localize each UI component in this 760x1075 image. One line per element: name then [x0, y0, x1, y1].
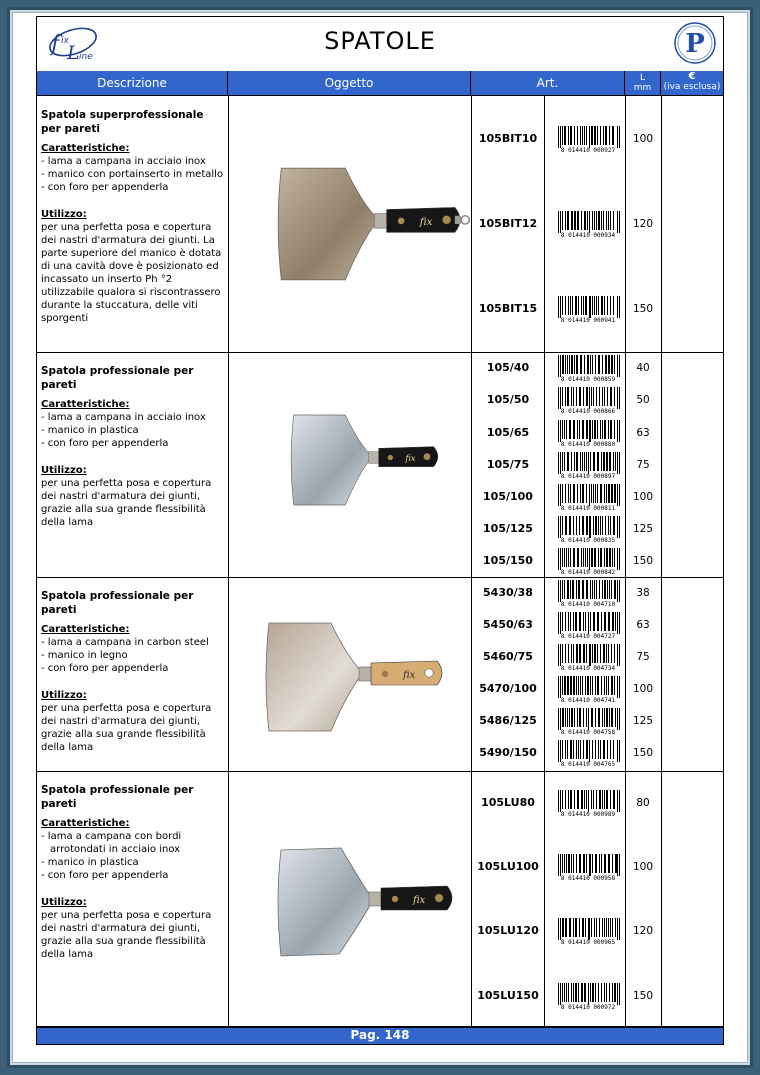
svg-text:f: f — [51, 32, 60, 57]
length-value: 100 — [632, 683, 654, 695]
feature-item: - lama a campana con bordi arrotondati in acciaio inox — [41, 830, 225, 856]
feature-item: - con foro per appenderla — [41, 869, 225, 882]
barcode-digits: 8 014410 000859 — [560, 376, 616, 382]
barcode-digits: 8 014410 000897 — [560, 473, 616, 479]
page-footer: Pag. 148 — [37, 1026, 723, 1044]
length-value: 100 — [632, 861, 654, 873]
article-code: 105/150 — [483, 554, 533, 567]
svg-text:L: L — [67, 42, 80, 63]
col-l: L mm — [625, 71, 661, 95]
article-code: 105/40 — [486, 361, 530, 374]
article-row — [471, 514, 723, 544]
barcode-icon — [553, 917, 623, 945]
barcode-icon — [553, 295, 623, 323]
product-title: Spatola professionale per pareti — [41, 590, 194, 616]
barcode-digits: 8 014410 004710 — [560, 601, 616, 607]
barcode-icon — [553, 675, 623, 703]
spatula-blade — [278, 168, 378, 280]
use-label: Utilizzo: — [41, 465, 87, 476]
article-row — [471, 981, 723, 1011]
product-description — [41, 364, 225, 529]
article-code: 105/65 — [486, 426, 530, 439]
features-label: Caratteristiche: — [41, 624, 130, 635]
feature-item: - con foro per appenderla — [41, 662, 225, 675]
spatula-blade — [266, 623, 363, 731]
article-row — [471, 706, 723, 736]
length-value: 150 — [632, 747, 654, 759]
barcode-icon — [553, 611, 623, 639]
product-section — [37, 96, 723, 353]
column-divider — [228, 771, 229, 1027]
article-code: 5470/100 — [479, 682, 537, 695]
article-code: 105LU80 — [481, 796, 535, 809]
article-code: 5486/125 — [479, 714, 537, 727]
barcode-icon — [553, 982, 623, 1010]
use-text: per una perfetta posa e copertura dei nastri d'armatura dei giunti, grazie alla sua grande flessibilità della lama — [41, 910, 212, 960]
features-label: Caratteristiche: — [41, 399, 130, 410]
article-code: 105BIT12 — [478, 217, 538, 230]
feature-item: - manico in plastica — [41, 856, 225, 869]
article-code: 105LU150 — [477, 989, 539, 1002]
article-row — [471, 353, 723, 383]
use-label: Utilizzo: — [41, 897, 87, 908]
article-row — [471, 209, 723, 239]
barcode-icon — [553, 789, 623, 817]
feature-item: - manico con portainserto in metallo — [41, 168, 225, 181]
svg-text:fix: fix — [419, 216, 433, 229]
article-row — [471, 738, 723, 768]
barcode-icon — [553, 125, 623, 153]
length-value: 40 — [636, 362, 650, 374]
barcode-digits: 8 014410 004734 — [560, 665, 616, 671]
product-title: Spatola professionale per pareti — [41, 784, 194, 810]
article-row — [471, 385, 723, 415]
article-code: 105/100 — [483, 490, 533, 503]
barcode-digits: 8 014410 000880 — [560, 441, 616, 447]
barcode-digits: 8 014410 000958 — [560, 875, 616, 881]
length-value: 100 — [632, 133, 654, 145]
product-title: Spatola superprofessionale per pareti — [41, 109, 204, 135]
col-art: Art. — [471, 71, 625, 95]
length-value: 150 — [632, 990, 654, 1002]
article-row — [471, 642, 723, 672]
product-section — [37, 577, 723, 772]
product-section — [37, 352, 723, 578]
col-euro: € (iva esclusa) — [663, 71, 721, 92]
feature-item: - lama a campana in acciaio inox — [41, 411, 225, 424]
article-code: 105BIT10 — [478, 132, 538, 145]
feature-item: - lama a campana in acciaio inox — [41, 155, 225, 168]
article-code: 105LU100 — [477, 860, 539, 873]
barcode-icon — [553, 483, 623, 511]
spatula-blade — [278, 848, 373, 956]
barcode-icon — [553, 451, 623, 479]
use-text: per una perfetta posa e copertura dei nastri d'armatura dei giunti, grazie alla sua grande flessibilità della lama — [41, 703, 212, 753]
page-title: SPATOLE — [324, 27, 436, 55]
article-code: 5460/75 — [483, 650, 533, 663]
barcode-digits: 8 014410 000866 — [560, 408, 616, 414]
use-label: Utilizzo: — [41, 690, 87, 701]
svg-text:fix: fix — [413, 895, 426, 906]
length-value: 63 — [636, 619, 650, 631]
catalog-page — [36, 16, 724, 1045]
feature-item: - lama a campana in carbon steel — [41, 636, 225, 649]
svg-text:ix: ix — [61, 36, 69, 46]
page-header — [37, 17, 723, 72]
article-code: 5490/150 — [479, 746, 537, 759]
barcode-icon — [553, 354, 623, 382]
use-text: per una perfetta posa e copertura dei nastri d'armatura dei giunti, grazie alla sua grande flessibilità della lama — [41, 478, 212, 528]
barcode-digits: 8 014410 000972 — [560, 1004, 616, 1010]
article-row — [471, 578, 723, 608]
article-row — [471, 674, 723, 704]
length-value: 38 — [636, 587, 650, 599]
barcode-digits: 8 014410 000835 — [560, 537, 616, 543]
barcode-icon — [553, 515, 623, 543]
feature-item: - manico in plastica — [41, 424, 225, 437]
barcode-icon — [553, 643, 623, 671]
barcode-digits: 8 014410 000934 — [560, 232, 616, 238]
spatula-image — [259, 162, 473, 286]
article-code: 5430/38 — [483, 586, 533, 599]
svg-text:fix: fix — [403, 670, 416, 681]
article-code: 105/75 — [486, 458, 530, 471]
column-divider — [228, 352, 229, 577]
length-value: 150 — [632, 303, 654, 315]
barcode-icon — [553, 707, 623, 735]
article-row — [471, 852, 723, 882]
use-text: per una perfetta posa e copertura dei nastri d'armatura dei giunti. La parte superiore del manico è dotata di una cavità dove è posizionato ed incassato un inserto Ph °2 utilizzabile qualora si riscontrassero durante la stuccatura, delle viti sporgenti — [41, 222, 222, 324]
p-badge-icon — [673, 21, 717, 65]
column-divider — [228, 96, 229, 352]
features-label: Caratteristiche: — [41, 818, 130, 829]
length-value: 50 — [636, 394, 650, 406]
article-code: 105LU120 — [477, 924, 539, 937]
article-row — [471, 450, 723, 480]
article-code: 105/125 — [483, 522, 533, 535]
length-value: 100 — [632, 491, 654, 503]
article-row — [471, 482, 723, 512]
barcode-digits: 8 014410 004765 — [560, 761, 616, 767]
column-header — [37, 71, 723, 96]
product-description — [41, 589, 225, 754]
article-code: 105BIT15 — [478, 302, 538, 315]
barcode-digits: 8 014410 004741 — [560, 697, 616, 703]
product-description — [41, 108, 225, 325]
feature-item: - con foro per appenderla — [41, 181, 225, 194]
col-descrizione: Descrizione — [37, 71, 228, 95]
barcode-icon — [553, 853, 623, 881]
length-value: 125 — [632, 715, 654, 727]
barcode-digits: 8 014410 000941 — [560, 317, 616, 323]
barcode-digits: 8 014410 000965 — [560, 939, 616, 945]
spatula-image — [277, 410, 447, 510]
barcode-icon — [553, 739, 623, 767]
length-value: 150 — [632, 555, 654, 567]
length-value: 125 — [632, 523, 654, 535]
svg-text:ine: ine — [79, 52, 93, 62]
product-description — [41, 783, 225, 961]
spatula-image — [251, 617, 451, 737]
length-value: 75 — [636, 651, 650, 663]
spatula-blade — [291, 415, 372, 505]
barcode-digits: 8 014410 000989 — [560, 811, 616, 817]
length-value: 120 — [632, 218, 654, 230]
svg-text:P: P — [685, 29, 705, 59]
barcode-icon — [553, 210, 623, 238]
column-divider — [228, 577, 229, 771]
article-row — [471, 788, 723, 818]
barcode-digits: 8 014410 004727 — [560, 633, 616, 639]
barcode-digits: 8 014410 000927 — [560, 147, 616, 153]
features-label: Caratteristiche: — [41, 143, 130, 154]
article-row — [471, 294, 723, 324]
article-row — [471, 916, 723, 946]
barcode-icon — [553, 419, 623, 447]
barcode-icon — [553, 579, 623, 607]
barcode-icon — [553, 386, 623, 414]
length-value: 75 — [636, 459, 650, 471]
barcode-digits: 8 014410 000842 — [560, 569, 616, 575]
article-code: 105/50 — [486, 393, 530, 406]
barcode-digits: 8 014410 000811 — [560, 505, 616, 511]
length-value: 80 — [636, 797, 650, 809]
feature-item: - manico in legno — [41, 649, 225, 662]
article-row — [471, 124, 723, 154]
article-row — [471, 418, 723, 448]
svg-text:fix: fix — [405, 452, 416, 463]
barcode-digits: 8 014410 004758 — [560, 729, 616, 735]
article-row — [471, 610, 723, 640]
barcode-icon — [553, 547, 623, 575]
product-section — [37, 771, 723, 1028]
article-row — [471, 546, 723, 576]
spatula-image — [261, 837, 461, 967]
length-value: 120 — [632, 925, 654, 937]
use-label: Utilizzo: — [41, 209, 87, 220]
article-code: 5450/63 — [483, 618, 533, 631]
product-title: Spatola professionale per pareti — [41, 365, 194, 391]
feature-item: - con foro per appenderla — [41, 437, 225, 450]
col-oggetto: Oggetto — [228, 71, 471, 95]
length-value: 63 — [636, 427, 650, 439]
